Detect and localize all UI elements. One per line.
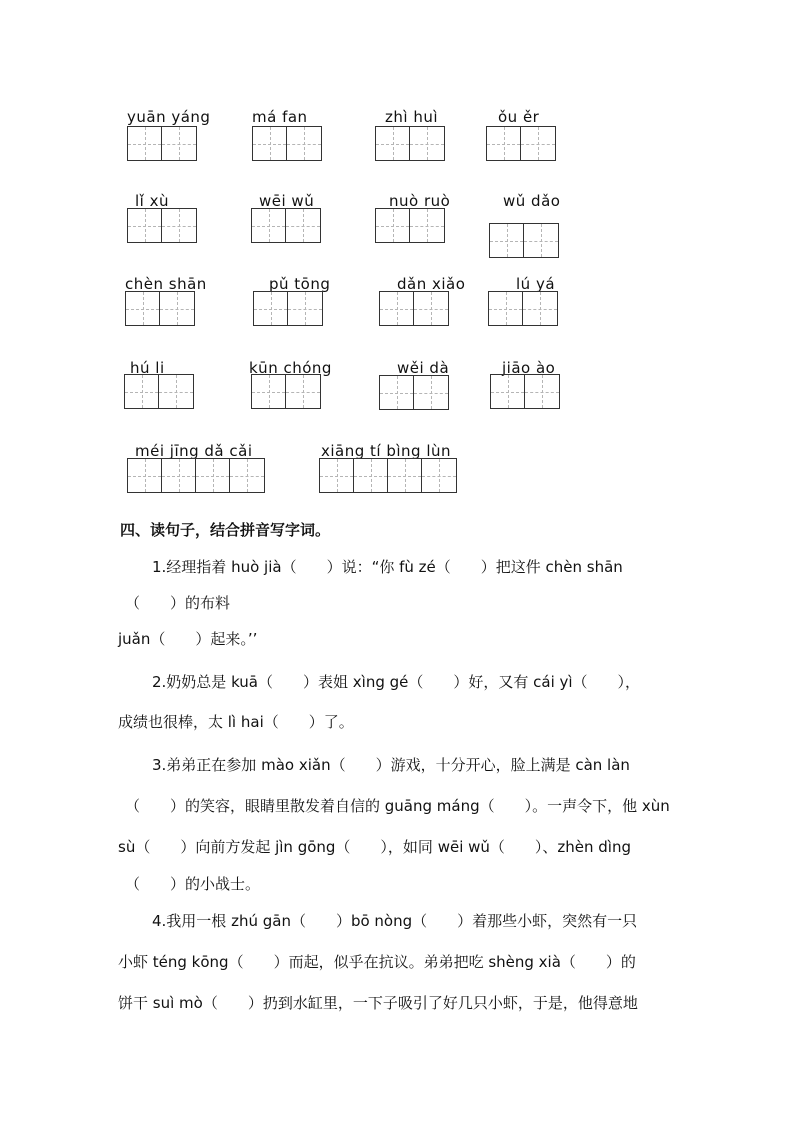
writing-box-row[interactable]: [252, 126, 322, 161]
tianzige-cell[interactable]: [125, 375, 159, 408]
tianzige-cell[interactable]: [490, 224, 524, 257]
tianzige-cell[interactable]: [376, 127, 410, 160]
tianzige-cell[interactable]: [380, 292, 414, 325]
sentence-line: 4.我用一根 zhú gān（ ）bō nòng（ ）着那些小虾，突然有一只: [152, 912, 638, 930]
pinyin-label: zhì huì: [385, 108, 438, 126]
tianzige-cell[interactable]: [126, 292, 160, 325]
pinyin-label: dǎn xiǎo: [397, 275, 466, 293]
sentence-line: 3.弟弟正在参加 mào xiǎn（ ）游戏，十分开心，脸上满是 càn làn: [152, 756, 630, 774]
tianzige-cell[interactable]: [410, 127, 444, 160]
pinyin-label: nuò ruò: [389, 192, 451, 210]
sentence-line: 1.经理指着 huò jià（ ）说：“你 fù zé（ ）把这件 chèn shān: [152, 558, 623, 576]
tianzige-cell[interactable]: [286, 209, 320, 242]
pinyin-label: wěi dà: [397, 359, 450, 377]
sentence-line: juǎn（ ）起来。’’: [118, 630, 258, 648]
pinyin-label: kūn chóng: [249, 359, 332, 377]
tianzige-cell[interactable]: [388, 459, 422, 492]
tianzige-cell[interactable]: [414, 292, 448, 325]
sentence-line: 小虾 téng kōng（ ）而起，似乎在抗议。弟弟把吃 shèng xià（ ）的: [118, 953, 636, 971]
tianzige-cell[interactable]: [286, 375, 320, 408]
writing-box-row[interactable]: [127, 458, 265, 493]
pinyin-label: lǐ xù: [135, 192, 169, 210]
tianzige-cell[interactable]: [160, 292, 194, 325]
sentence-line: sù（ ）向前方发起 jìn gōng（ ），如同 wēi wǔ（ ）、zhèn dìng: [118, 838, 632, 856]
tianzige-cell[interactable]: [525, 375, 559, 408]
pinyin-label: chèn shān: [125, 275, 207, 293]
sentence-line: 成绩也很棒，太 lì hai（ ）了。: [118, 713, 354, 731]
tianzige-cell[interactable]: [422, 459, 456, 492]
writing-box-row[interactable]: [125, 291, 195, 326]
tianzige-cell[interactable]: [230, 459, 264, 492]
writing-box-row[interactable]: [486, 126, 556, 161]
tianzige-cell[interactable]: [354, 459, 388, 492]
tianzige-cell[interactable]: [491, 375, 525, 408]
tianzige-cell[interactable]: [128, 127, 162, 160]
tianzige-cell[interactable]: [410, 209, 444, 242]
sentence-line: （ ）的小战士。: [125, 875, 261, 893]
tianzige-cell[interactable]: [159, 375, 193, 408]
tianzige-cell[interactable]: [252, 375, 286, 408]
pinyin-label: pǔ tōng: [269, 275, 331, 293]
tianzige-cell[interactable]: [523, 292, 557, 325]
writing-box-row[interactable]: [251, 208, 321, 243]
writing-box-row[interactable]: [375, 126, 445, 161]
pinyin-label: yuān yáng: [127, 108, 211, 126]
pinyin-label: má fan: [252, 108, 308, 126]
pinyin-label: wǔ dǎo: [503, 192, 561, 210]
sentence-line: 2.奶奶总是 kuā（ ）表姐 xìng gé（ ）好，又有 cái yì（ ），: [152, 673, 641, 691]
tianzige-cell[interactable]: [489, 292, 523, 325]
writing-box-row[interactable]: [124, 374, 194, 409]
tianzige-cell[interactable]: [380, 376, 414, 409]
writing-box-row[interactable]: [253, 291, 323, 326]
tianzige-cell[interactable]: [252, 209, 286, 242]
writing-box-row[interactable]: [375, 208, 445, 243]
section-4-title: 四、读句子，结合拼音写字词。: [120, 521, 331, 539]
sentence-line: 饼干 suì mò（ ）扔到水缸里，一下子吸引了好几只小虾，于是，他得意地: [118, 994, 638, 1012]
tianzige-cell[interactable]: [128, 209, 162, 242]
pinyin-label: lú yá: [516, 275, 556, 293]
pinyin-label: hú li: [130, 359, 165, 377]
tianzige-cell[interactable]: [162, 127, 196, 160]
writing-box-row[interactable]: [379, 375, 449, 410]
writing-box-row[interactable]: [251, 374, 321, 409]
sentence-line: （ ）的笑容，眼睛里散发着自信的 guāng máng（ ）。一声令下，他 xùn: [125, 797, 670, 815]
tianzige-cell[interactable]: [253, 127, 287, 160]
writing-box-row[interactable]: [127, 126, 197, 161]
sentence-line: （ ）的布料: [125, 594, 231, 612]
writing-box-row[interactable]: [490, 374, 560, 409]
pinyin-label: ǒu ěr: [498, 108, 540, 126]
writing-box-row[interactable]: [379, 291, 449, 326]
tianzige-cell[interactable]: [414, 376, 448, 409]
tianzige-cell[interactable]: [521, 127, 555, 160]
pinyin-label: jiāo ào: [502, 359, 556, 377]
tianzige-cell[interactable]: [288, 292, 322, 325]
tianzige-cell[interactable]: [162, 459, 196, 492]
tianzige-cell[interactable]: [320, 459, 354, 492]
writing-box-row[interactable]: [127, 208, 197, 243]
writing-box-row[interactable]: [489, 223, 559, 258]
pinyin-label: méi jīng dǎ cǎi: [135, 442, 253, 460]
writing-box-row[interactable]: [319, 458, 457, 493]
tianzige-cell[interactable]: [487, 127, 521, 160]
tianzige-cell[interactable]: [196, 459, 230, 492]
tianzige-cell[interactable]: [162, 209, 196, 242]
tianzige-cell[interactable]: [524, 224, 558, 257]
tianzige-cell[interactable]: [128, 459, 162, 492]
pinyin-label: wēi wǔ: [259, 192, 315, 210]
writing-box-row[interactable]: [488, 291, 558, 326]
tianzige-cell[interactable]: [254, 292, 288, 325]
tianzige-cell[interactable]: [376, 209, 410, 242]
pinyin-label: xiāng tí bìng lùn: [321, 442, 452, 460]
tianzige-cell[interactable]: [287, 127, 321, 160]
